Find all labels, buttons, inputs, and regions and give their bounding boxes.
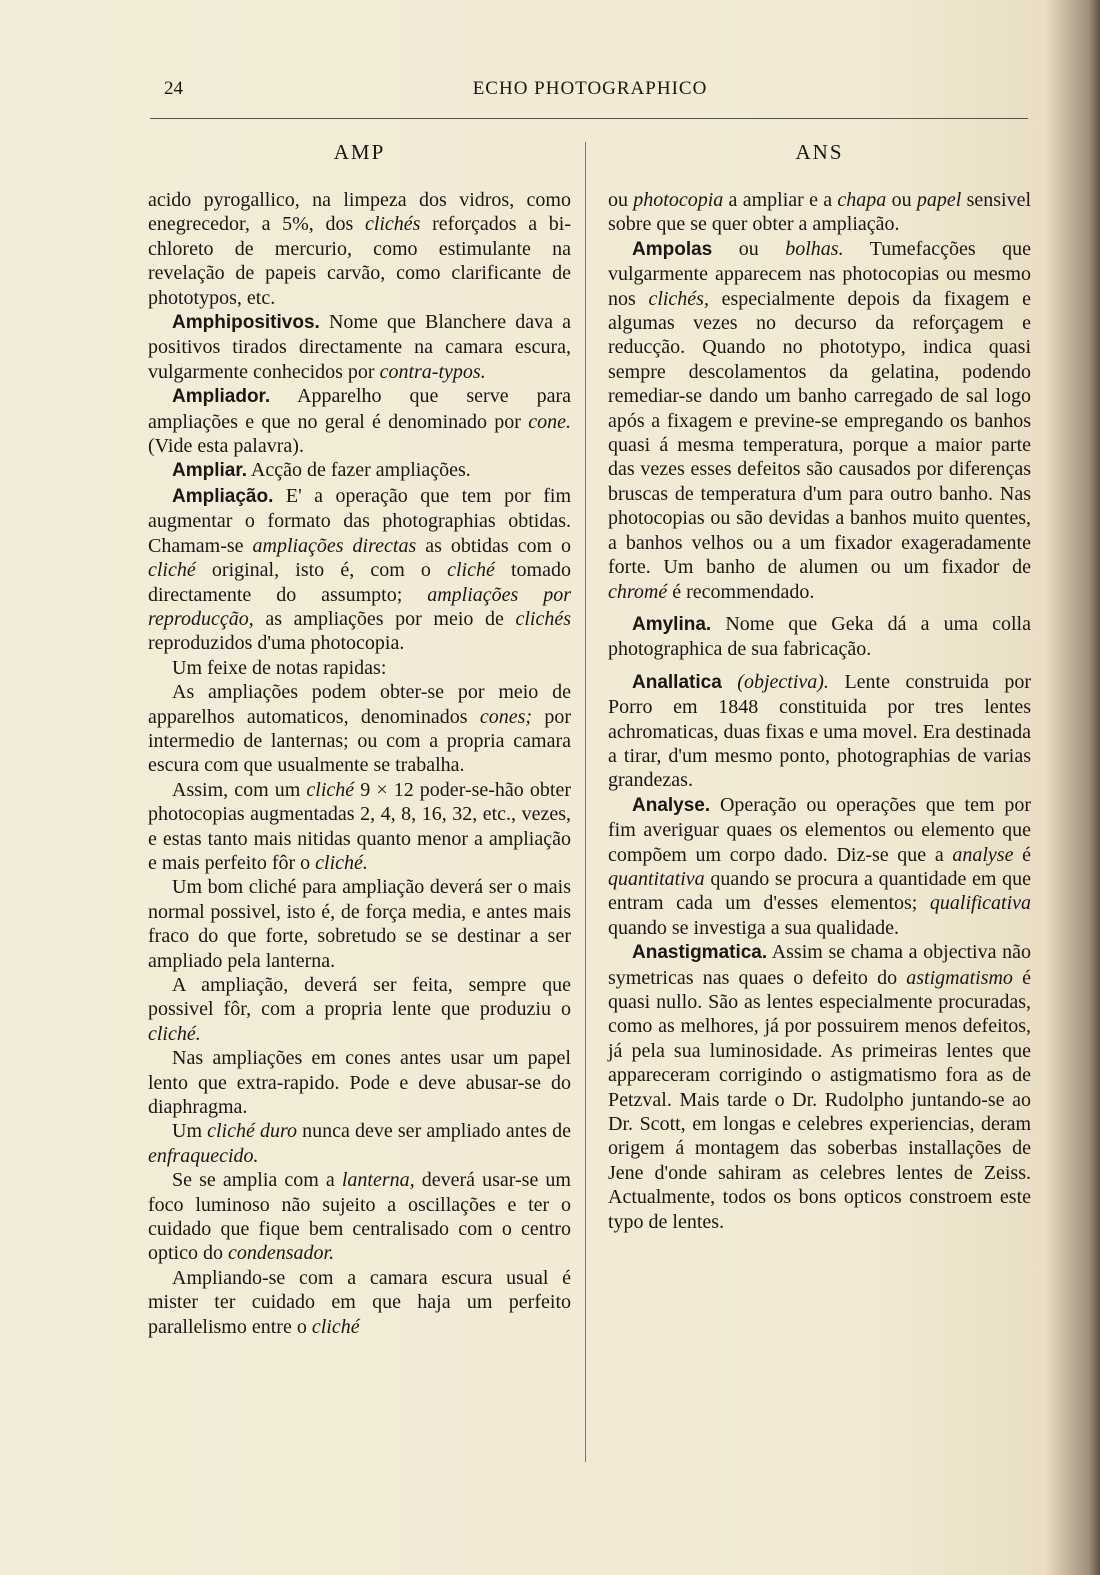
header-rule — [150, 118, 1028, 119]
text-run: ou — [886, 189, 917, 211]
text-run: Tumefacções que vulgarmente apparecem nas photocopias ou mesmo nos — [608, 237, 1031, 310]
text-run: Nome que Geka dá a uma colla photographica de sua fabricação. — [608, 612, 1031, 661]
right-column — [608, 188, 1031, 1234]
entry-anallatica — [608, 670, 1031, 793]
text-run: Operação ou operações que tem por fim averiguar quaes os elementos ou elemento que compõem um corpo dado. Diz-se que a — [608, 793, 1031, 866]
text-run: deverá usar-se um foco luminoso não sujeito a oscillações e ter o cuidado que fique bem centralisado com o centro optico do — [148, 1169, 571, 1265]
text-run: as obtidas com o — [416, 534, 571, 557]
text-run: Apparelho que serve para ampliações e que no geral é denominado por — [148, 385, 571, 433]
italic-text: clichés — [364, 213, 421, 236]
text-run: por intermedio de lanternas; ou com a propria camara escura com que usualmente se trabalha. — [148, 705, 571, 777]
italic-text: cliché — [447, 559, 495, 582]
italic-text: chapa — [837, 189, 887, 211]
italic-text: contra-typos. — [379, 360, 486, 383]
running-header — [150, 78, 1030, 108]
text-run: é — [1013, 843, 1031, 866]
italic-text: cliché — [148, 559, 196, 582]
italic-text: cliché. — [148, 1022, 201, 1045]
paragraph — [148, 1168, 571, 1266]
headword: Anallatica — [632, 671, 722, 693]
headword: Analyse. — [632, 794, 711, 816]
italic-text: cliché — [311, 1315, 360, 1338]
italic-text: papel — [916, 189, 962, 211]
text-run: sensivel sobre que se quer obter a ampliação. — [608, 189, 1032, 236]
entry-analyse — [608, 793, 1031, 940]
italic-text: ampliações por reproducção, — [148, 583, 571, 630]
italic-text: cliché duro — [207, 1120, 298, 1143]
italic-text: qualificativa — [929, 892, 1031, 915]
paragraph — [148, 1046, 571, 1119]
text-run — [722, 671, 738, 693]
italic-text: analyse — [952, 843, 1014, 866]
italic-text: cliché. — [315, 851, 368, 874]
text-run: ou — [608, 189, 634, 211]
entry-ampliador — [148, 384, 571, 458]
text-run: Assim se chama a objectiva não symetricas nas quaes o defeito do — [608, 941, 1031, 989]
paragraph — [148, 1266, 571, 1339]
text-run: Ampliando-se com a camara escura usual é mister ter cuidado em que haja um perfeito parallelismo entre o — [148, 1266, 571, 1338]
text-run: E' a operação que tem por fim augmentar o formato das photographias obtidas. Chamam-se — [148, 484, 571, 557]
italic-text: photocopia — [633, 189, 724, 211]
headword: Ampolas — [632, 238, 713, 260]
italic-text: ampliações directas — [252, 534, 417, 557]
text-run: quando se investiga a sua qualidade. — [608, 916, 900, 939]
text-run: Um feixe de notas rapidas: — [172, 656, 387, 679]
text-run: tomado directamente do assumpto; — [148, 559, 571, 606]
text-run: As ampliações podem obter-se por meio de apparelhos automaticos, denominados — [148, 681, 571, 728]
italic-text: cliché — [306, 778, 355, 801]
text-run: Se se amplia com a — [172, 1169, 342, 1192]
headword: Ampliar. — [172, 460, 247, 482]
right-column-heading: ANS — [795, 140, 844, 164]
italic-text: bolhas. — [785, 237, 844, 260]
paragraph — [608, 188, 1031, 237]
headword: Ampliação. — [172, 485, 274, 507]
text-run: original, isto é, com o — [195, 559, 448, 582]
left-column-heading: AMP — [333, 140, 386, 164]
text-run: 9 × 12 poder-se-hão obter photocopias augmentadas 2, 4, 8, 16, 32, etc., vezes, e estas tanto mais nitidas quanto menor a ampliação e mais perfeito fôr o — [148, 778, 571, 874]
italic-text: quantitativa — [608, 867, 705, 890]
italic-text: astigmatismo — [906, 966, 1013, 989]
italic-text: chromé — [608, 580, 668, 603]
text-run: Assim, com um — [172, 778, 307, 801]
text-run: A ampliação, deverá ser feita, sempre que possivel fôr, com a propria lente que produziu o — [148, 974, 571, 1021]
column-divider — [585, 142, 586, 1462]
text-run: Nas ampliações em cones antes usar um papel lento que extra-rapido. Pode e deve abusar-se do diaphragma. — [148, 1047, 571, 1119]
headword: Anastigmatica. — [632, 942, 768, 964]
italic-text: (objectiva). — [737, 670, 829, 693]
paragraph — [148, 656, 571, 680]
paragraph — [148, 1119, 571, 1168]
text-run: reproduzidos d'uma photocopia. — [148, 632, 405, 655]
page-number: 24 — [164, 78, 183, 99]
left-column — [148, 188, 571, 1339]
entry-ampliar — [148, 458, 571, 483]
text-run: as ampliações por meio de — [253, 607, 516, 630]
paragraph — [148, 973, 571, 1046]
text-run: é quasi nullo. São as lentes especialmente procuradas, como as melhores, já por possuirem menos defeitos, já pela sua luminosidade. As primeiras lentes que appareceram corrigindo o astigmatismo fora as de Petzval. Mais tarde o Dr. Rudolpho juntando-se ao Dr. Scott, em longas e celebres experiencias, deram origem á montagem das soberbas installações de Jene d'onde sahiram as celebres lentes de Zeiss. Actualmente, todos os bons opticos constroem este typo de lentes. — [608, 966, 1031, 1233]
entry-amphipositivos — [148, 310, 571, 384]
headword: Amylina. — [632, 613, 712, 635]
entry-ampliacao — [148, 484, 571, 656]
paragraph — [148, 188, 571, 310]
paragraph — [148, 778, 571, 876]
text-run: Um bom cliché para ampliação deverá ser o mais normal possivel, isto é, de força media, e antes mais fraco do que forte, sobretudo se se destinar a ser ampliado pela lanterna. — [148, 876, 571, 972]
text-run: Lente construida por Porro em 1848 constituida por tres lentes achromaticas, duas fixas e uma movel. Era destinada a tirar, d'um mesmo ponto, photographias de varias grandezas. — [608, 670, 1032, 792]
italic-text: clichés — [515, 607, 571, 630]
text-run: reforçados a bi-chloreto de mercurio, como estimulante na revelação de papeis carvão, como clarificante de phototypos, etc. — [148, 213, 571, 309]
entry-ampolas — [608, 237, 1031, 604]
headword: Ampliador. — [172, 386, 271, 408]
italic-text: cones; — [479, 705, 533, 728]
text-run: (Vide esta palavra). — [148, 435, 304, 458]
text-run: nunca deve ser ampliado antes de — [297, 1120, 571, 1143]
text-run: Nome que Blanchere dava a positivos tirados directamente na camara escura, vulgarmente conhecidos por — [148, 311, 571, 383]
text-run: especialmente depois da fixagem e algumas vezes no decurso da reforçagem e reducção. Quando no phototypo, indica quasi sempre descolamentos da gelatina, podendo remediar-se dando um banho carregado de sal logo após a fixagem e previne-se empregando os banhos quasi á mesma temperatura, porque a maior parte das vezes esses defeitos são causados por diferenças bruscas de temperatura d'um para outro banho. Nas photocopias ou são devidas a banhos muito quentes, a banhos velhos ou a um fixador exageradamente forte. Um banho de alumen ou um fixador de — [608, 287, 1031, 579]
italic-text: lanterna, — [341, 1169, 415, 1192]
text-run: Um — [172, 1120, 208, 1143]
paragraph — [148, 680, 571, 778]
text-run: Acção de fazer ampliações. — [246, 459, 471, 482]
paragraph — [148, 875, 571, 973]
italic-text: enfraquecido. — [148, 1144, 259, 1167]
italic-text: clichés, — [648, 287, 709, 310]
text-run: a ampliar e a — [723, 189, 838, 211]
entry-anastigmatica — [608, 940, 1031, 1234]
journal-title: ECHO PHOTOGRAPHICO — [472, 78, 708, 99]
text-run: ou — [712, 237, 786, 260]
italic-text: condensador. — [228, 1242, 335, 1265]
text-run: quando se procura a quantidade em que entram cada um d'esses elementos; — [608, 867, 1031, 915]
headword: Amphipositivos. — [172, 312, 320, 334]
text-run: é recommendado. — [667, 580, 815, 603]
text-run: acido pyrogallico, na limpeza dos vidros, como enegrecedor, a 5%, dos — [148, 189, 571, 236]
entry-amylina — [608, 612, 1031, 662]
italic-text: cone. — [528, 410, 571, 433]
